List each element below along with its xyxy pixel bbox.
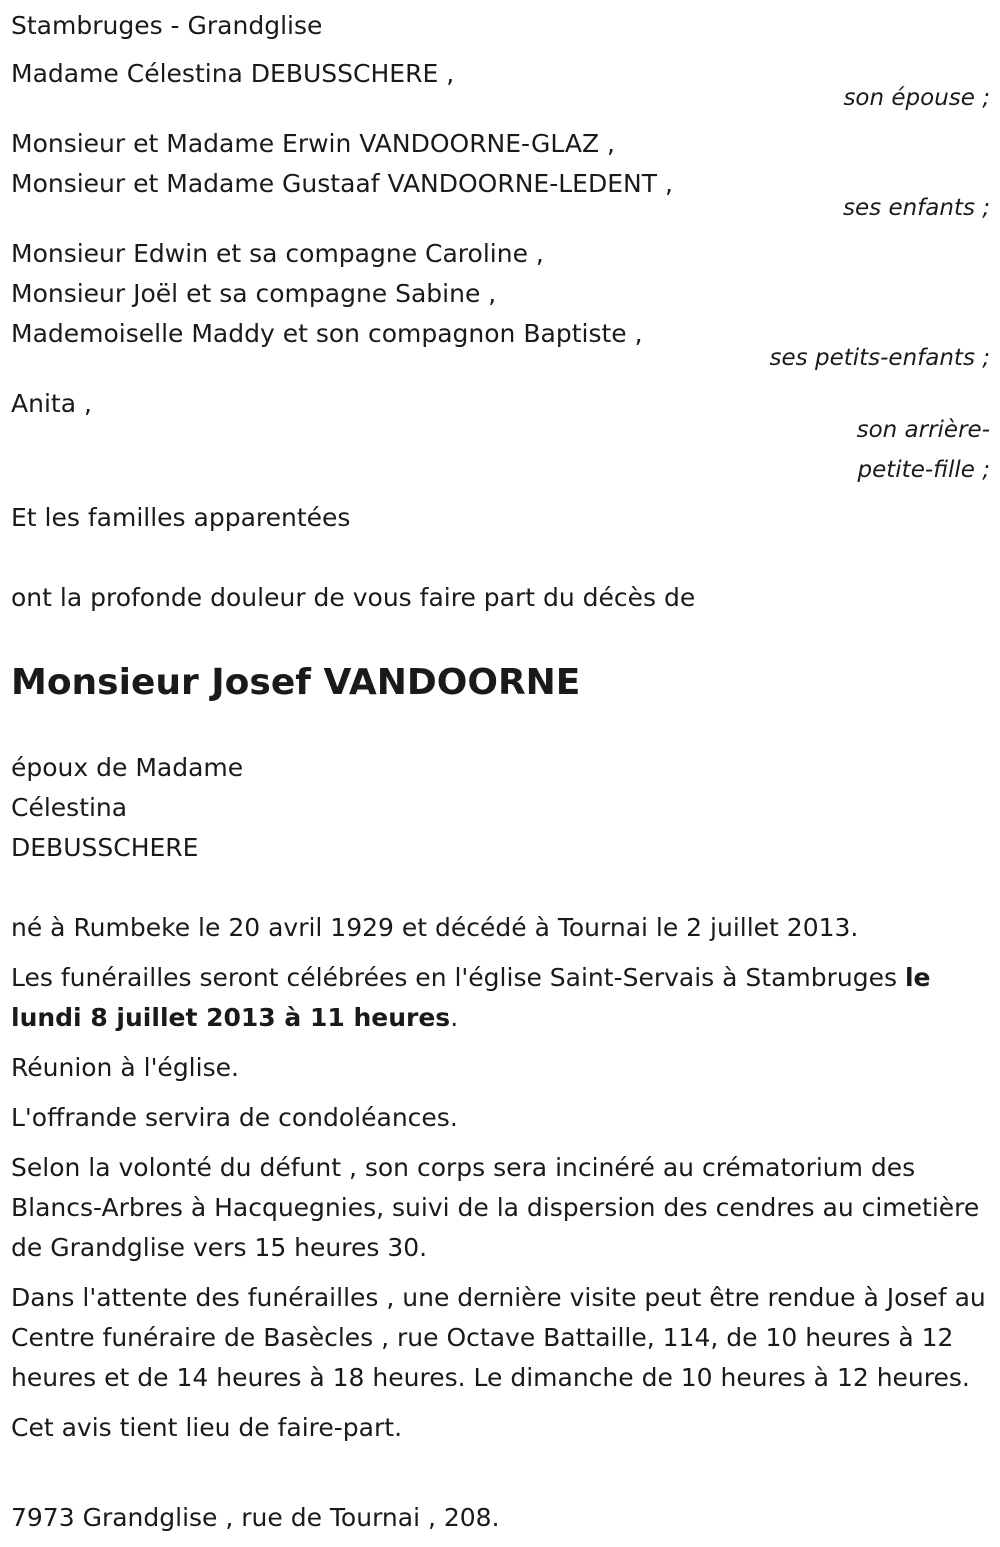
family-relation: petite-fille ; xyxy=(857,457,990,483)
address-text: 7973 Grandglise , rue de Tournai , 208. xyxy=(11,1503,500,1532)
family-member-name: Monsieur Edwin et sa compagne Caroline , xyxy=(11,239,544,268)
location-heading: Stambruges - Grandglise xyxy=(11,11,323,40)
family-relation: ses enfants ; xyxy=(843,195,990,221)
deceased-name: Monsieur Josef VANDOORNE xyxy=(11,662,581,703)
spacer xyxy=(11,116,990,124)
spouse-line: DEBUSSCHERE xyxy=(11,833,199,862)
spouse-line: Célestina xyxy=(11,793,128,822)
notice-text: Cet avis tient lieu de faire-part. xyxy=(11,1413,403,1442)
family-member-name: Mademoiselle Maddy et son compagnon Baptiste , xyxy=(11,319,643,348)
family-group-great-grandchild xyxy=(11,384,990,490)
family-relation: ses petits-enfants ; xyxy=(769,345,990,371)
spacer xyxy=(11,618,990,658)
birth-death-text: né à Rumbeke le 20 avril 1929 et décédé à Tournai le 2 juillet 2013. xyxy=(11,913,859,942)
cremation-text: Selon la volonté du défunt , son corps sera incinéré au crématorium des Blancs-Arbres à Hacquegnies, suivi de la dispersion des cendres au cimetière de Grandglise vers 15 heures 30. xyxy=(11,1153,980,1262)
spacer xyxy=(11,708,990,748)
family-group-grandchildren xyxy=(11,234,990,376)
family-member-name: Monsieur et Madame Gustaaf VANDOORNE-LEDENT , xyxy=(11,169,673,198)
spouse-line: époux de Madame xyxy=(11,753,244,782)
meeting-text: Réunion à l'église. xyxy=(11,1053,239,1082)
related-families: Et les familles apparentées xyxy=(11,503,351,532)
family-relation: son arrière- xyxy=(856,417,990,443)
spacer xyxy=(11,376,990,384)
funeral-text xyxy=(11,958,990,1038)
family-group-spouse xyxy=(11,54,990,116)
offering-text: L'offrande servira de condoléances. xyxy=(11,1103,458,1132)
family-member-name: Anita , xyxy=(11,389,92,418)
funeral-date: le lundi 8 juillet 2013 à 11 heures xyxy=(11,963,931,1032)
family-relation: son épouse ; xyxy=(843,85,990,111)
family-member-name: Madame Célestina DEBUSSCHERE , xyxy=(11,59,455,88)
family-member-name: Monsieur Joël et sa compagne Sabine , xyxy=(11,279,497,308)
funeral-prefix: Les funérailles seront célébrées en l'église Saint-Servais à Stambruges xyxy=(11,963,905,992)
spacer xyxy=(11,226,990,234)
spacer xyxy=(11,46,990,54)
funeral-suffix: . xyxy=(450,1003,459,1032)
family-group-children xyxy=(11,124,990,226)
spacer xyxy=(11,538,990,578)
spouse-info xyxy=(11,748,990,868)
visit-text: Dans l'attente des funérailles , une dernière visite peut être rendue à Josef au Centre funéraire de Basècles , rue Octave Battaille, 114, de 10 heures à 12 heures et de 14 heures à 18 heures. Le dimanche de 10 heures à 12 heures. xyxy=(11,1283,986,1392)
family-member-name: Monsieur et Madame Erwin VANDOORNE-GLAZ , xyxy=(11,129,615,158)
spacer xyxy=(11,868,990,908)
spacer xyxy=(11,490,990,498)
announcement-text: ont la profonde douleur de vous faire part du décès de xyxy=(11,583,696,612)
spacer xyxy=(11,1458,990,1498)
